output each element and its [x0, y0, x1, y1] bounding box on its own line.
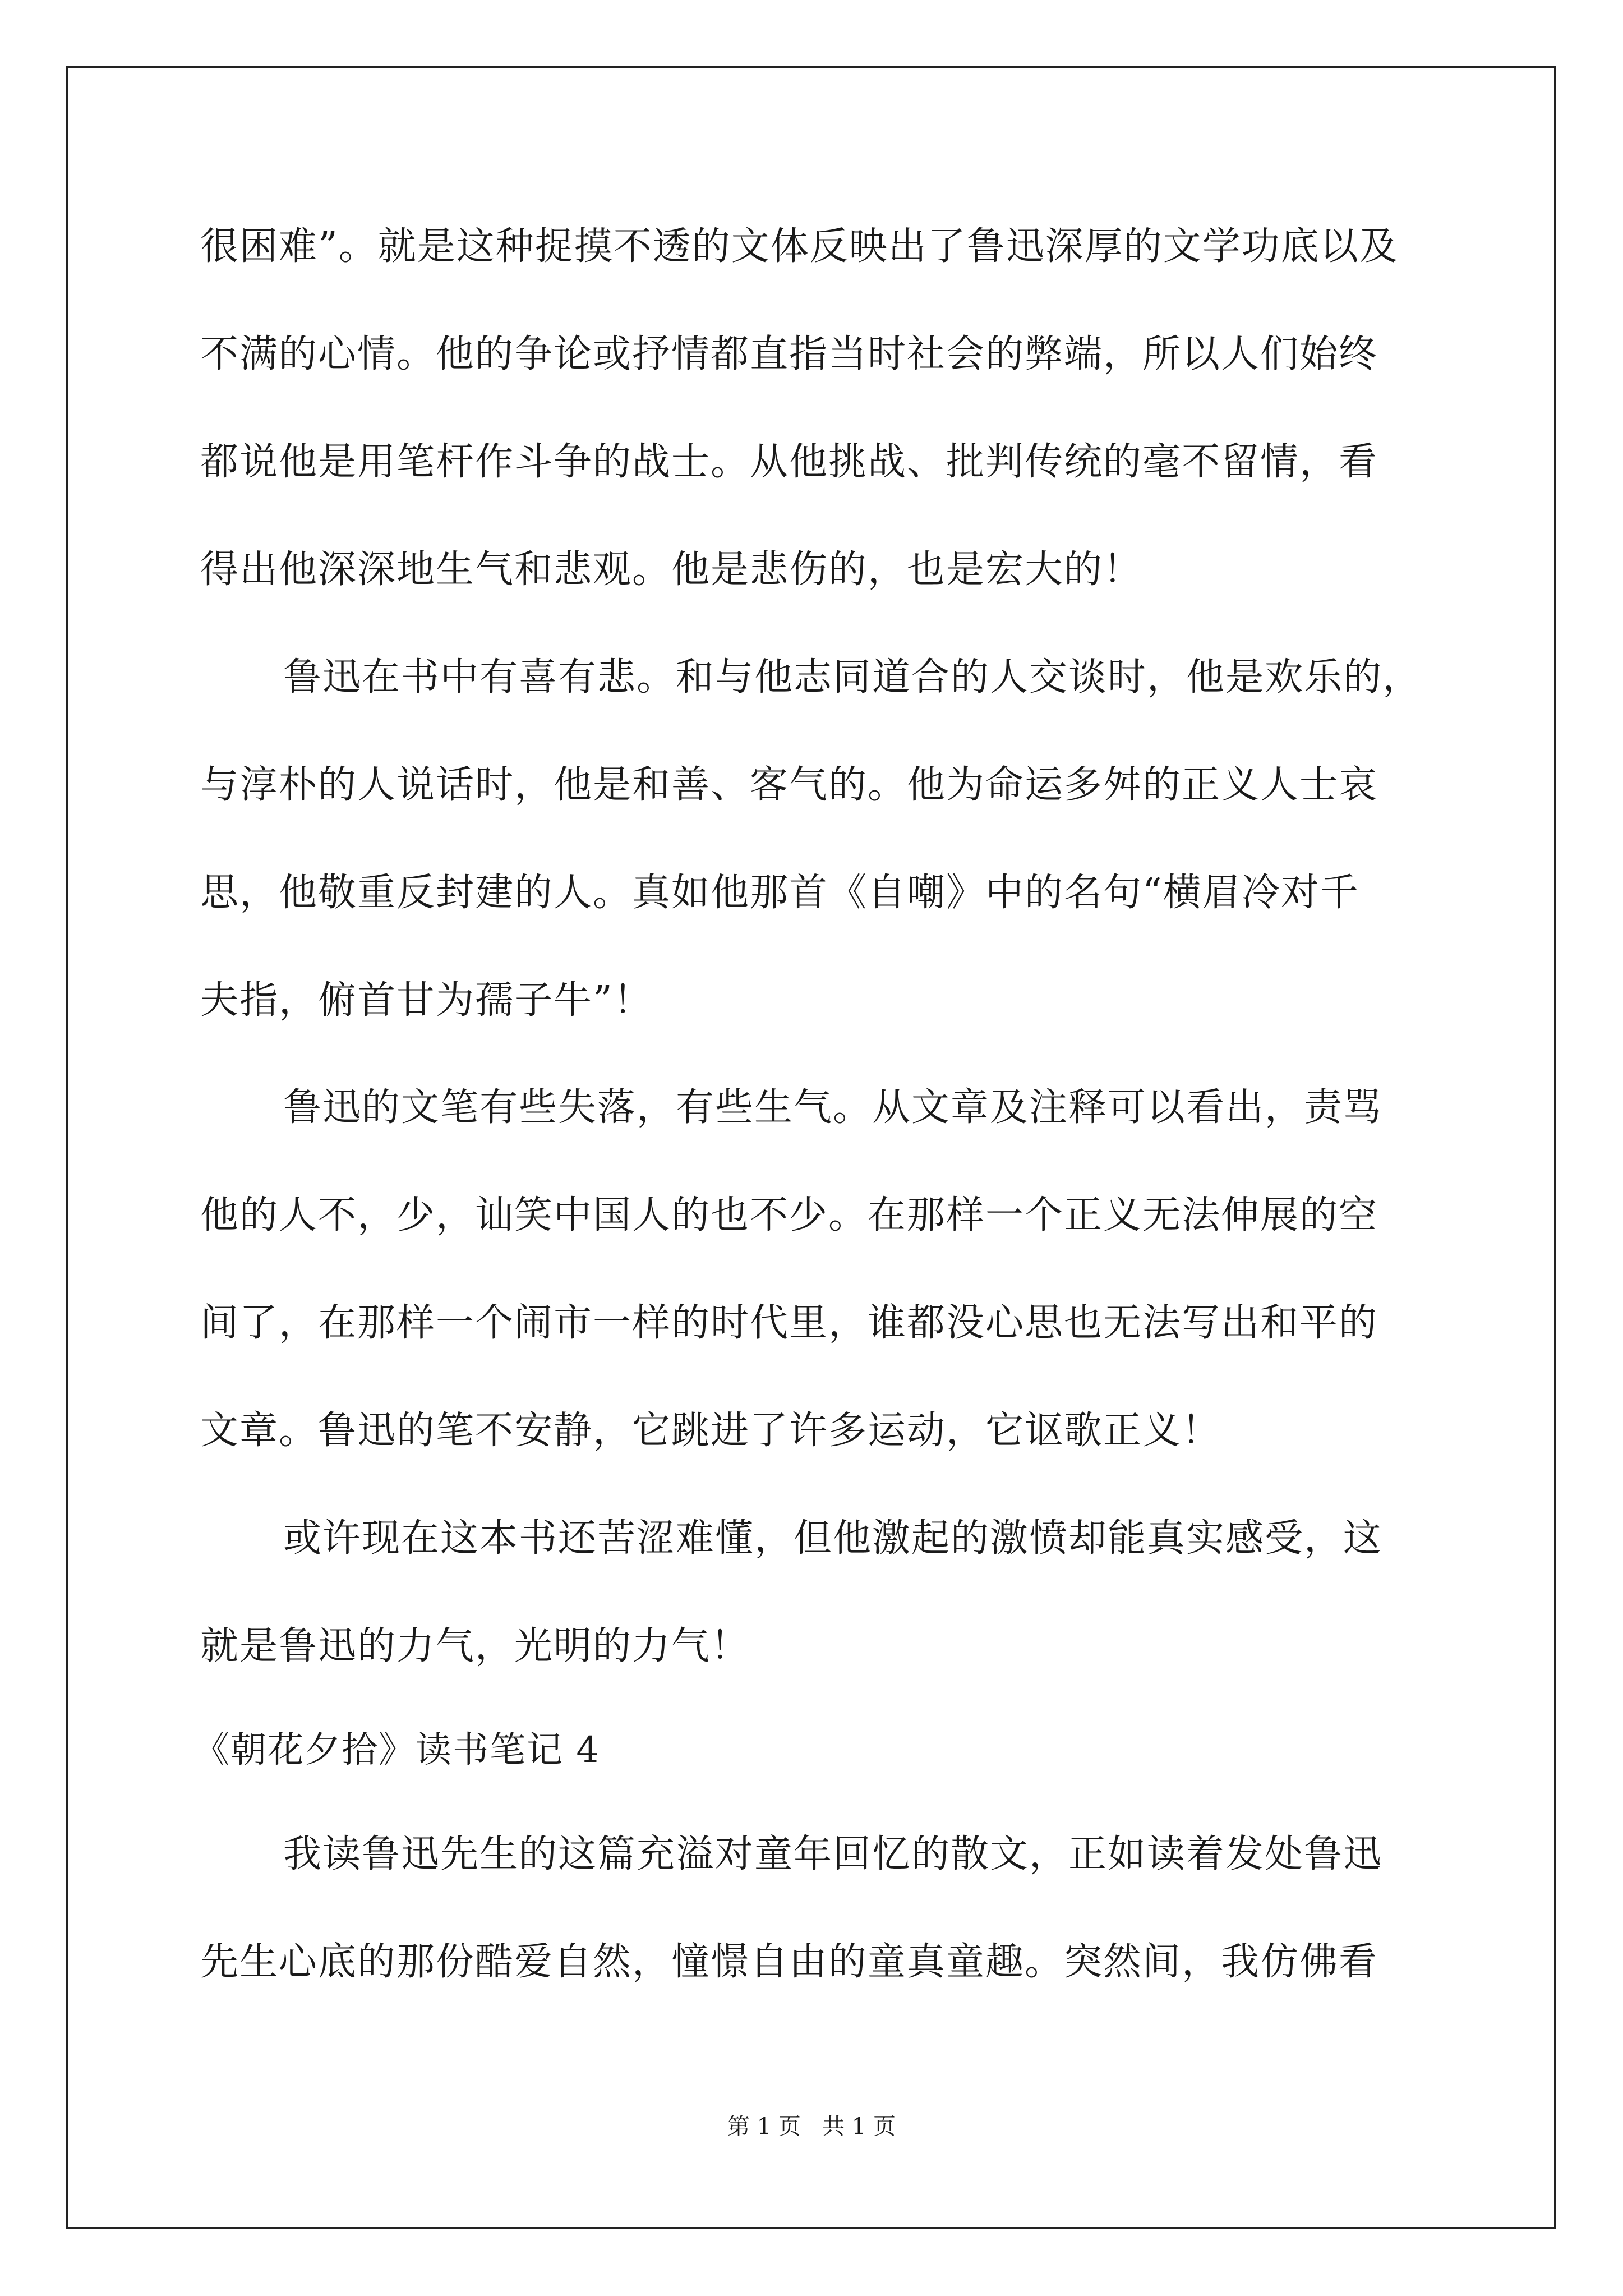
page-border: [66, 66, 1556, 2229]
paragraph-3-line-4: 文章。鲁迅的笔不安静，它跳进了许多运动，它讴歌正义！: [200, 1409, 1221, 1453]
paragraph-1-line-2: 不满的心情。他的争论或抒情都直指当时社会的弊端，所以人们始终: [200, 332, 1378, 376]
paragraph-1-line-4: 得出他深深地生气和悲观。他是悲伤的，也是宏大的！: [200, 547, 1143, 592]
paragraph-2-line-1: 鲁迅在书中有喜有悲。和与他志同道合的人交谈时，他是欢乐的，: [283, 655, 1422, 700]
page-number-footer: 第 1 页 共 1 页: [727, 2114, 896, 2139]
paragraph-4-line-1: 或许现在这本书还苦涩难懂，但他激起的激愤却能真实感受，这: [283, 1516, 1383, 1561]
paragraph-5-line-2: 先生心底的那份酷爱自然，憧憬自由的童真童趣。突然间，我仿佛看: [200, 1940, 1378, 1984]
paragraph-4-line-2: 就是鲁迅的力气，光明的力气！: [200, 1624, 750, 1668]
paragraph-3-line-2: 他的人不，少，讪笑中国人的也不少。在那样一个正义无法伸展的空: [200, 1193, 1378, 1237]
paragraph-3-line-3: 间了，在那样一个闹市一样的时代里，谁都没心思也无法写出和平的: [200, 1301, 1378, 1345]
section-heading: 《朝花夕拾》读书笔记 4: [193, 1729, 601, 1771]
paragraph-2-line-2: 与淳朴的人说话时，他是和善、客气的。他为命运多舛的正义人士哀: [200, 763, 1378, 807]
paragraph-2-line-3: 思，他敬重反封建的人。真如他那首《自嘲》中的名句“横眉冷对千: [200, 871, 1359, 915]
paragraph-1-line-3: 都说他是用笔杆作斗争的战士。从他挑战、批判传统的毫不留情，看: [200, 440, 1378, 484]
paragraph-1-line-1: 很困难”。就是这种捉摸不透的文体反映出了鲁迅深厚的文学功底以及: [200, 224, 1399, 269]
paragraph-3-line-1: 鲁迅的文笔有些失落，有些生气。从文章及注释可以看出，责骂: [283, 1085, 1383, 1130]
paragraph-5-line-1: 我读鲁迅先生的这篇充溢对童年回忆的散文，正如读着发处鲁迅: [283, 1832, 1383, 1876]
paragraph-2-line-4: 夫指，俯首甘为孺子牛”！: [200, 978, 653, 1023]
